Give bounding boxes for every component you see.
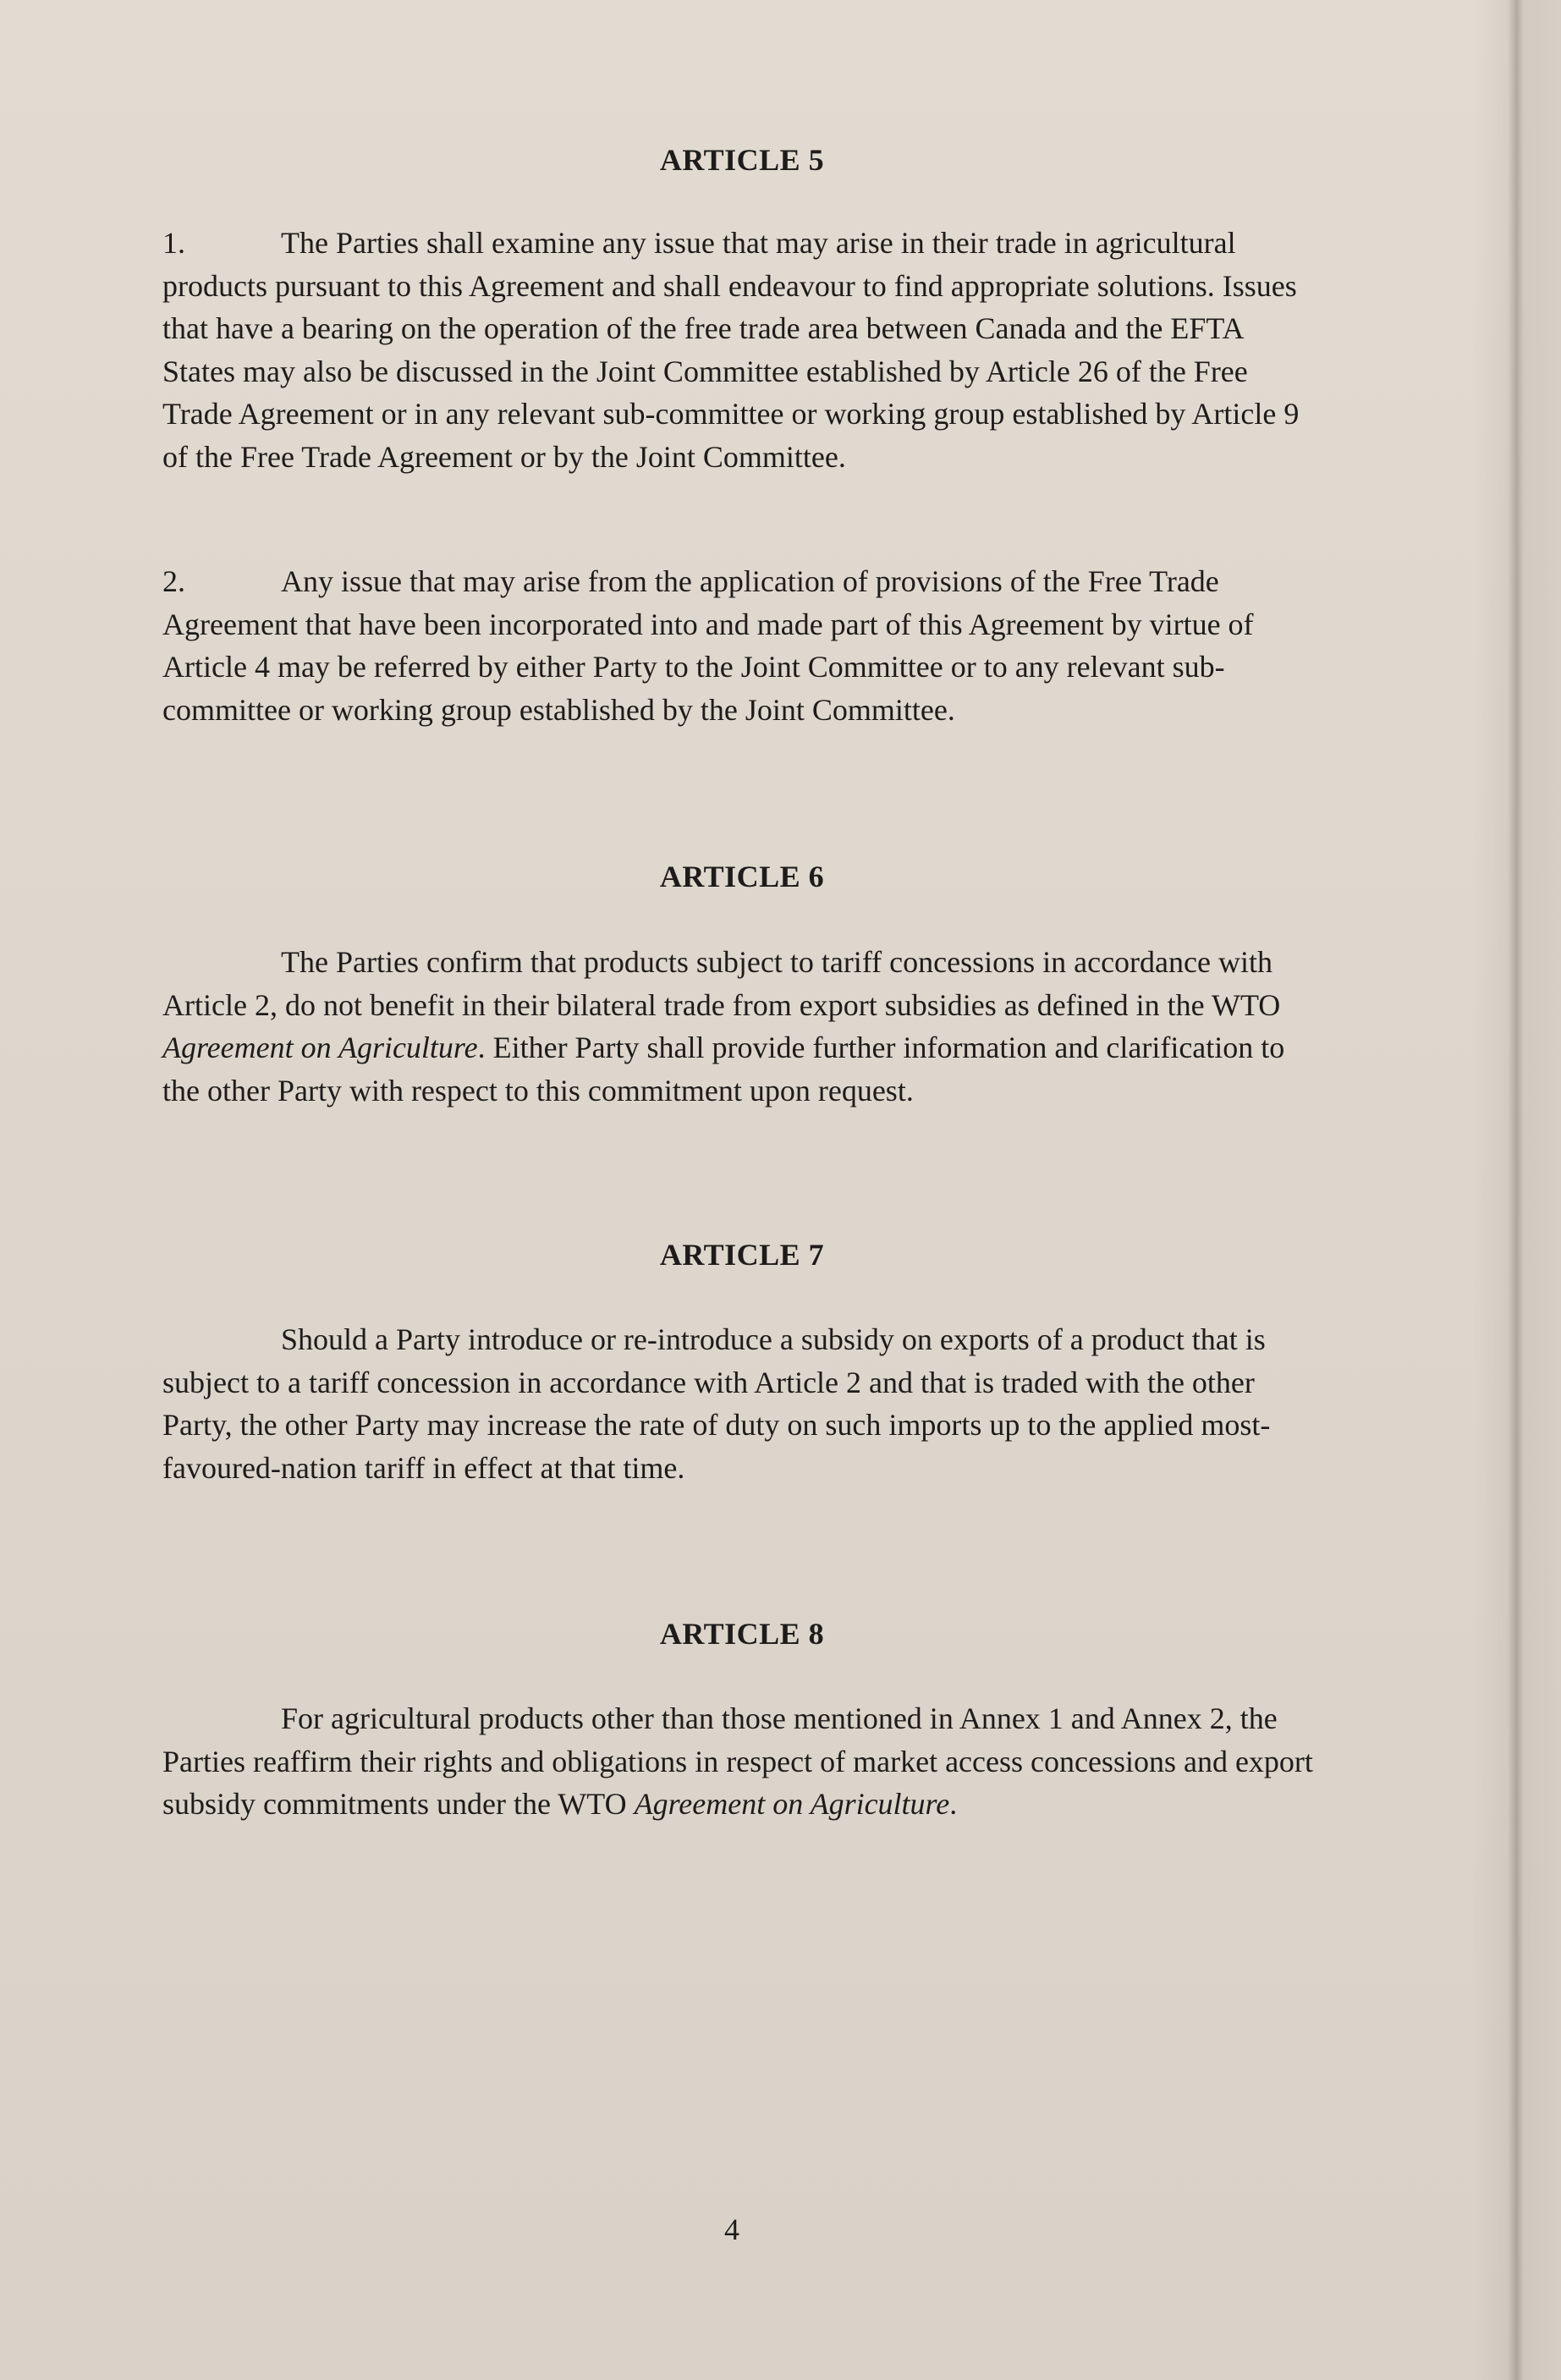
article-7-heading: ARTICLE 7	[659, 1238, 825, 1272]
article-7-paragraph	[162, 1318, 1322, 1489]
page-number: 4	[724, 2212, 739, 2246]
article-8-text-italic: Agreement on Agriculture	[634, 1787, 950, 1821]
article-5-paragraph-2-number: 2.	[162, 564, 185, 598]
article-8-text-after: .	[949, 1787, 958, 1821]
article-5-paragraph-1-number: 1.	[162, 226, 185, 260]
article-6-text-after: . Either Party shall provide further information and clarification to the other Party with respect to this commitment upon request.	[162, 1031, 1285, 1108]
article-5-paragraph-2-text: Any issue that may arise from the application of provisions of the Free Trade Agreement that have been incorporated into and made part of this Agreement by virtue of Article 4 may be referred by either Party to the Joint Committee or to any relevant sub-committee or working group established by the Joint Committee.	[162, 564, 1254, 727]
article-7-text: Should a Party introduce or re-introduce a subsidy on exports of a product that is subject to a tariff concession in accordance with Article 2 and that is traded with the other Party, the other Party may increase the rate of duty on such imports up to the applied most-favoured-nation tariff in effect at that time.	[162, 1322, 1271, 1485]
article-8-paragraph	[162, 1697, 1322, 1826]
article-5-paragraph-2	[162, 560, 1322, 731]
article-8-heading: ARTICLE 8	[659, 1617, 825, 1651]
article-6-heading: ARTICLE 6	[659, 860, 825, 893]
article-8-text-before: For agricultural products other than those mentioned in Annex 1 and Annex 2, the Parties reaffirm their rights and obligations in respect of market access concessions and export subsidy commitments under the WTO	[162, 1701, 1313, 1821]
article-6-text-italic: Agreement on Agriculture	[162, 1031, 478, 1064]
article-5-paragraph-1-text: The Parties shall examine any issue that may arise in their trade in agricultural products pursuant to this Agreement and shall endeavour to find appropriate solutions. Issues that have a bearing on the operation of the free trade area between Canada and the EFTA States may also be discussed in the Joint Committee established by Article 26 of the Free Trade Agreement or in any relevant sub-committee or working group established by Article 9 of the Free Trade Agreement or by the Joint Committee.	[162, 226, 1300, 474]
article-5-paragraph-1	[162, 222, 1322, 478]
article-6-text-before: The Parties confirm that products subject to tariff concessions in accordance with Article 2, do not benefit in their bilateral trade from export subsidies as defined in the WTO	[162, 945, 1281, 1022]
article-5-heading: ARTICLE 5	[659, 143, 825, 177]
article-6-paragraph	[162, 941, 1322, 1112]
binding-shadow	[1472, 0, 1561, 2380]
